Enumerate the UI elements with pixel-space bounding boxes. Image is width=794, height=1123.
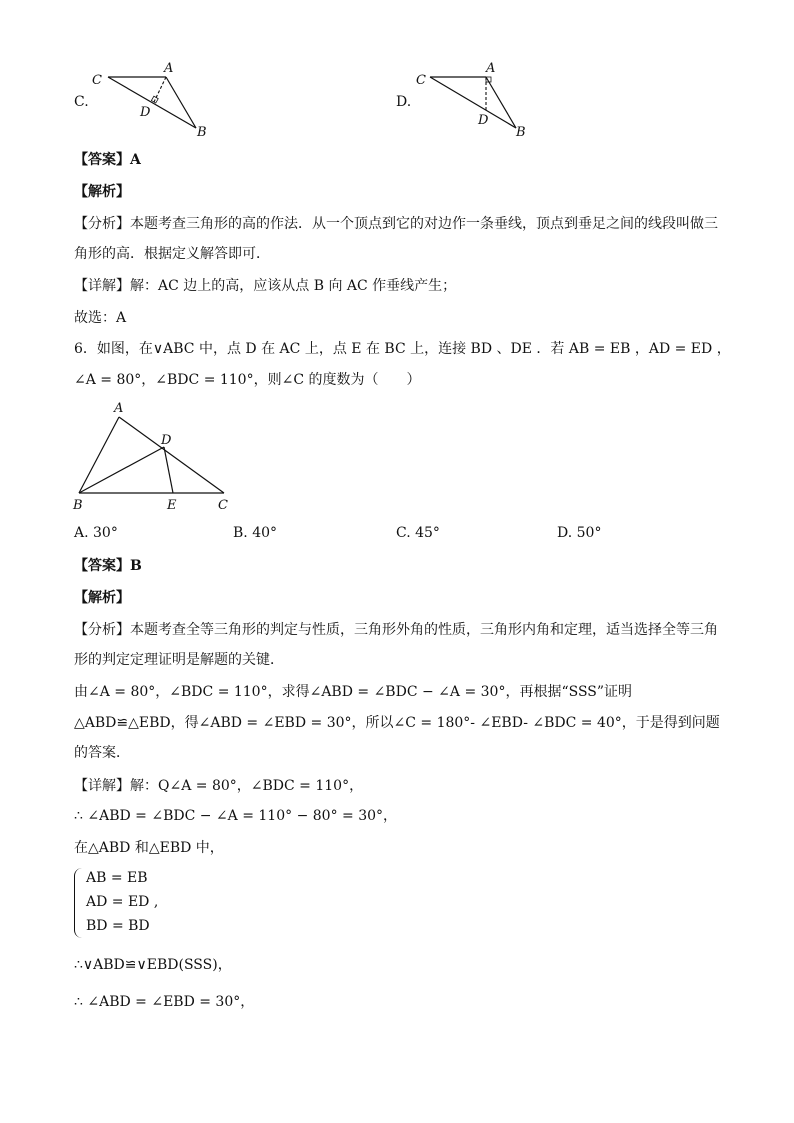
system-row-3: BD = BD (86, 918, 150, 934)
label-c: C (92, 73, 102, 88)
figure-option-c (88, 58, 218, 142)
q6-analysis-line-1: 【分析】本题考查全等三角形的判定与性质，三角形外角的性质，三角形内角和定理，适当选择全等三角 (74, 622, 718, 638)
q6-detail-line-3: 在△ABD 和△EBD 中， (74, 840, 224, 856)
q6-analysis-line-5: 的答案． (74, 745, 130, 761)
q6-choice-c: C. 45° (396, 525, 440, 541)
label-d: D (478, 113, 489, 128)
q6-stem-line-2: ∠A = 80°，∠BDC = 110°，则∠C 的度数为（ ） (74, 372, 421, 388)
figure-option-d (410, 58, 540, 142)
q6-detail-line-1: 【详解】解：Q∠A = 80°，∠BDC = 110°， (74, 778, 364, 794)
label-a: A (114, 401, 124, 416)
label-b: B (516, 125, 526, 140)
segment-ab (486, 77, 516, 128)
system-row-2: AD = ED , (86, 894, 159, 910)
label-a: A (486, 61, 496, 76)
segment-cb (430, 77, 516, 128)
q6-analysis-line-2: 形的判定定理证明是解题的关键． (74, 652, 284, 668)
segment-ab (166, 77, 196, 128)
segment-cb (108, 77, 196, 128)
figure-q6-triangle (70, 398, 240, 516)
left-brace (74, 868, 83, 938)
option-d-label: D. (396, 94, 412, 110)
q6-answer: 【答案】B (74, 558, 142, 574)
system-row-1: AB = EB (86, 870, 148, 886)
q6-stem-line-1: 6．如图，在∨ABC 中，点 D 在 AC 上，点 E 在 BC 上，连接 BD 、DE ．若 AB = EB ，AD = ED ， (74, 341, 731, 357)
segment-de (164, 447, 173, 493)
q5-analysis-line-1: 【分析】本题考查三角形的高的作法．从一个顶点到它的对边作一条垂线，顶点到垂足之间的线段叫做三 (74, 216, 718, 232)
label-b: B (73, 498, 83, 513)
label-d: D (140, 105, 151, 120)
q6-detail-line-4: ∴∨ABD≌∨EBD(SSS)， (74, 957, 232, 973)
q6-detail-line-5: ∴ ∠ABD = ∠EBD = 30°， (74, 994, 255, 1010)
q6-analysis-heading: 【解析】 (74, 590, 130, 606)
q5-analysis-line-2: 角形的高．根据定义解答即可． (74, 246, 270, 262)
q5-conclusion: 故选：A (74, 310, 127, 326)
q6-detail-line-2: ∴ ∠ABD = ∠BDC − ∠A = 110° − 80° = 30°， (74, 808, 398, 824)
label-c: C (218, 498, 228, 513)
q6-analysis-line-3: 由∠A = 80°，∠BDC = 110°，求得∠ABD = ∠BDC − ∠A = 30°，再根据“SSS”证明 (74, 684, 633, 700)
label-b: B (197, 125, 207, 140)
altitude-ad-dashed (154, 77, 166, 102)
label-c: C (416, 73, 426, 88)
option-c-label: C. (74, 94, 89, 110)
q5-answer: 【答案】A (74, 152, 141, 168)
q6-choice-a: A. 30° (74, 525, 118, 541)
q6-choice-d: D. 50° (557, 525, 602, 541)
label-e: E (167, 498, 177, 513)
q6-analysis-line-4: △ABD≌△EBD，得∠ABD = ∠EBD = 30°，所以∠C = 180°- ∠EBD- ∠BDC = 40°，于是得到问题 (74, 715, 720, 731)
q5-detail: 【详解】解：AC 边上的高，应该从点 B 向 AC 作垂线产生； (74, 278, 457, 294)
q5-analysis-heading: 【解析】 (74, 184, 130, 200)
q6-choice-b: B. 40° (233, 525, 278, 541)
label-d: D (161, 433, 172, 448)
label-a: A (164, 61, 174, 76)
segment-ac (119, 417, 224, 493)
